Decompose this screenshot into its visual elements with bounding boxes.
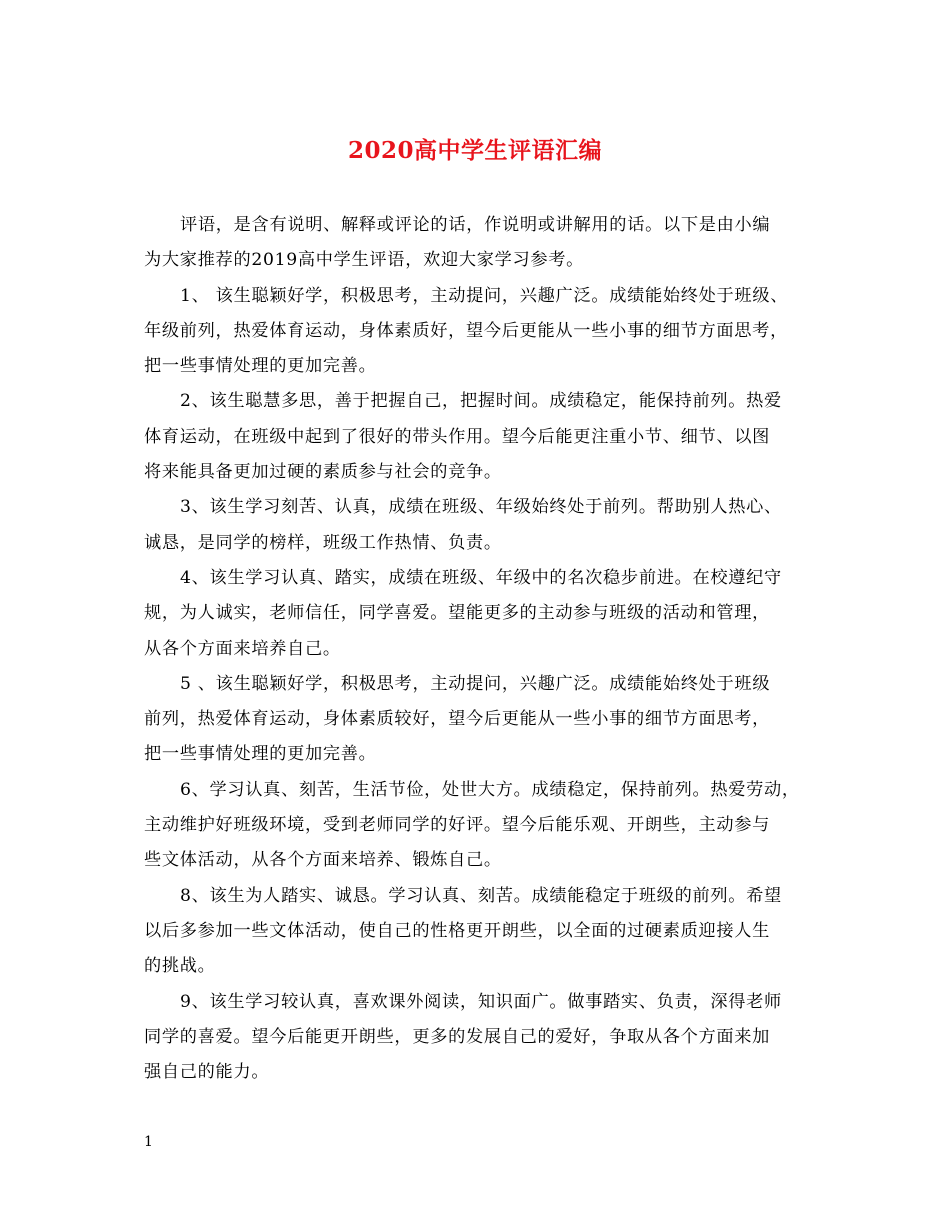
paragraph [144, 490, 812, 561]
paragraph-line: 以后多参加一些文体活动，使自己的性格更开朗些，以全面的过硬素质迎接人生 [144, 920, 771, 941]
paragraph-line: 9、该生学习较认真，喜欢课外阅读，知识面广。做事踏实、负责，深得老师 [180, 991, 782, 1012]
document-body [144, 208, 812, 1090]
paragraph [144, 561, 812, 667]
paragraph-line: 为大家推荐的2019高中学生评语，欢迎大家学习参考。 [144, 250, 585, 271]
paragraph-line: 前列，热爱体育运动，身体素质较好，望今后更能从一些小事的细节方面思考， [144, 709, 771, 730]
paragraph-line: 的挑战。 [144, 956, 216, 977]
paragraph-line: 8、该生为人踏实、诚恳。学习认真、刻苦。成绩能稳定于班级的前列。希望 [180, 885, 782, 906]
paragraph-line: 4、该生学习认真、踏实，成绩在班级、年级中的名次稳步前进。在校遵纪守 [180, 567, 782, 588]
paragraph-line: 将来能具备更加过硬的素质参与社会的竞争。 [144, 462, 502, 483]
page-number: 1 [144, 1134, 153, 1150]
paragraph [144, 667, 812, 773]
document-title: 2020高中学生评语汇编 [347, 137, 602, 164]
paragraph [144, 879, 812, 985]
paragraph-line: 体育运动，在班级中起到了很好的带头作用。望今后能更注重小节、细节、以图 [144, 426, 771, 447]
paragraph [144, 985, 812, 1091]
paragraph-line: 年级前列，热爱体育运动，身体素质好，望今后更能从一些小事的细节方面思考， [144, 320, 788, 341]
paragraph [144, 773, 812, 879]
paragraph-line: 6、学习认真、刻苦，生活节俭，处世大方。成绩稳定，保持前列。热爱劳动， [180, 779, 800, 800]
paragraph-line: 诚恳，是同学的榜样，班级工作热情、负责。 [144, 532, 502, 553]
paragraph [144, 279, 812, 385]
paragraph [144, 208, 812, 279]
paragraph-line: 2、该生聪慧多思，善于把握自己，把握时间。成绩稳定，能保持前列。热爱 [180, 391, 782, 412]
paragraph-line: 把一些事情处理的更加完善。 [144, 744, 377, 765]
paragraph-line: 强自己的能力。 [144, 1062, 270, 1083]
paragraph-line: 评语，是含有说明、解释或评论的话，作说明或讲解用的话。以下是由小编 [180, 215, 771, 235]
paragraph-line: 把一些事情处理的更加完善。 [144, 356, 377, 377]
paragraph [144, 384, 812, 490]
paragraph-line: 1、 该生聪颖好学，积极思考，主动提问，兴趣广泛。成绩能始终处于班级、 [180, 285, 789, 306]
paragraph-line: 主动维护好班级环境，受到老师同学的好评。望今后能乐观、开朗些，主动参与 [144, 815, 771, 836]
paragraph-line: 规，为人诚实，老师信任，同学喜爱。望能更多的主动参与班级的活动和管理， [144, 603, 771, 624]
paragraph-line: 从各个方面来培养自己。 [144, 638, 341, 659]
paragraph-line: 同学的喜爱。望今后能更开朗些，更多的发展自己的爱好，争取从各个方面来加 [144, 1026, 771, 1047]
paragraph-line: 3、该生学习刻苦、认真，成绩在班级、年级始终处于前列。帮助别人热心、 [180, 497, 782, 518]
paragraph-line: 些文体活动，从各个方面来培养、锻炼自己。 [144, 850, 502, 871]
paragraph-line: 5 、该生聪颖好学，积极思考，主动提问，兴趣广泛。成绩能始终处于班级 [180, 673, 771, 694]
